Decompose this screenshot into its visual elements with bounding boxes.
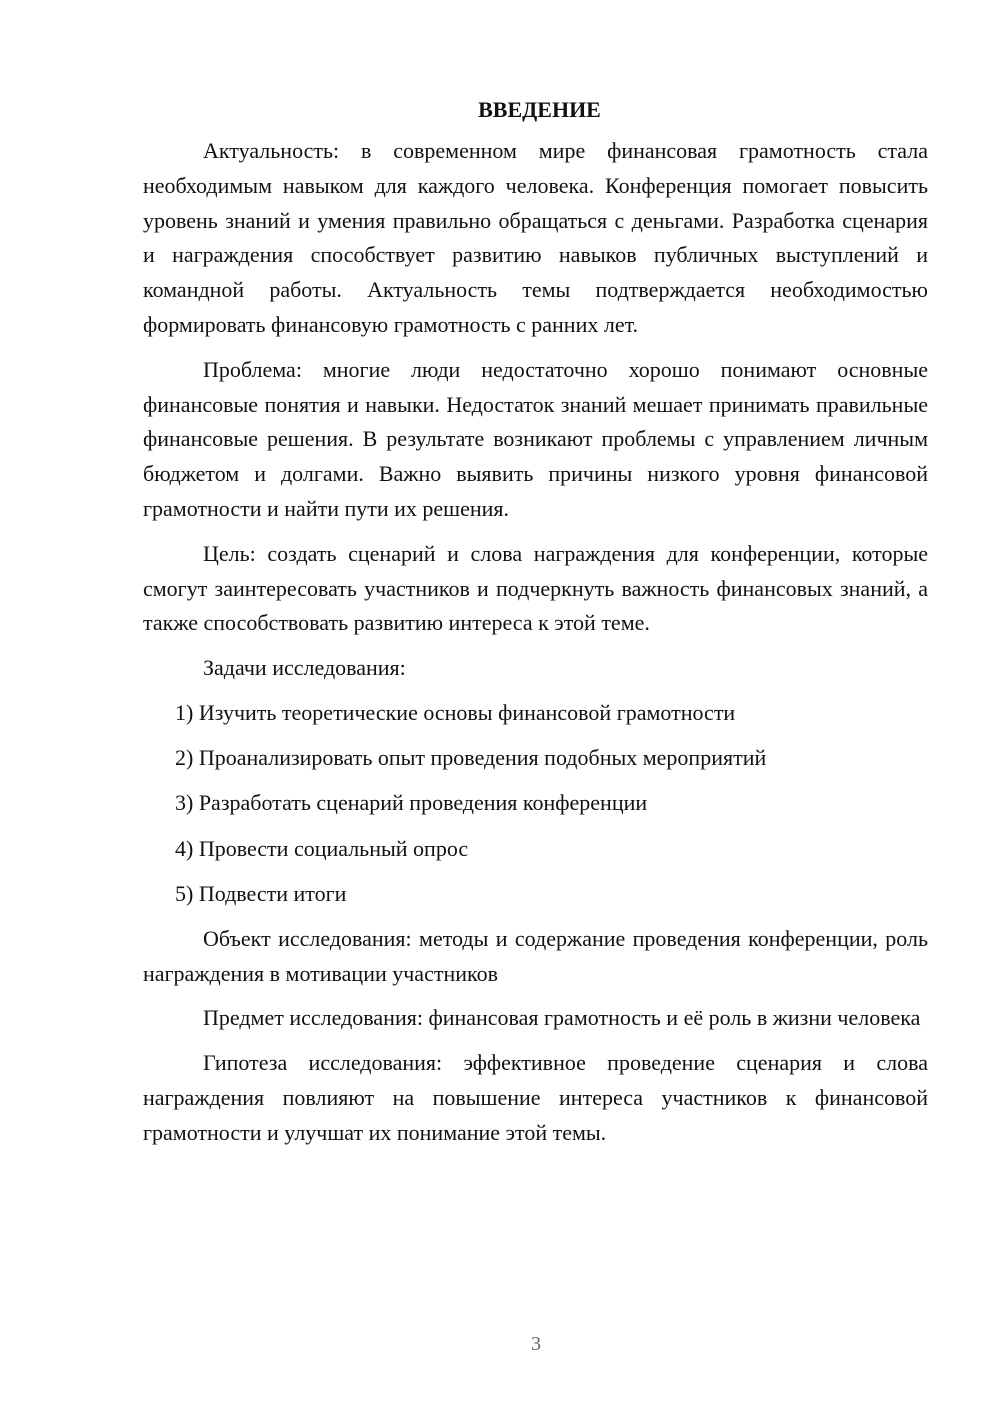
paragraph-hypothesis: Гипотеза исследования: эффективное проведение сценария и слова награждения повлияют на повышение интереса участников к финансовой грамотности и улучшат их понимание этой темы. — [143, 1050, 928, 1145]
paragraph-problem: Проблема: многие люди недостаточно хорошо понимают основные финансовые понятия и навыки. Недостаток знаний мешает принимать правильные финансовые решения. В результате возникают проблемы с управлением личным бюджетом и долгами. Важно выявить причины низкого уровня финансовой грамотности и найти пути их решения. — [143, 356, 928, 521]
task-item: 2) Проанализировать опыт проведения подобных мероприятий — [175, 745, 767, 771]
document-page — [143, 92, 928, 1161]
task-list — [143, 696, 928, 912]
paragraph-goal: Цель: создать сценарий и слова награждения для конференции, которые смогут заинтересовать участников и подчеркнуть важность финансовых знаний, а также способствовать развитию интереса к этой теме. — [143, 540, 928, 636]
page-number: 3 — [531, 1333, 541, 1355]
tasks-title: Задачи исследования: — [203, 655, 406, 681]
paragraph-object: Объект исследования: методы и содержание проведения конференции, роль награждения в мотивации участников — [143, 925, 928, 986]
paragraph-relevance: Актуальность: в современном мире финансовая грамотность стала необходимым навыком для каждого человека. Конференция помогает повысить уровень знаний и умения правильно обращаться с деньгами. Разработка сценария и награждения способствует развитию навыков публичных выступлений и командной работы. Актуальность темы подтверждается необходимостью формировать финансовую грамотность с ранних лет. — [143, 138, 928, 337]
task-item: 3) Разработать сценарий проведения конференции — [175, 790, 648, 816]
paragraph-subject: Предмет исследования: финансовая грамотность и её роль в жизни человека — [203, 1005, 921, 1031]
task-item: 1) Изучить теоретические основы финансовой грамотности — [175, 699, 736, 725]
task-item: 4) Провести социальный опрос — [175, 835, 469, 861]
task-item: 5) Подвести итоги — [175, 880, 347, 906]
page-title: ВВЕДЕНИЕ — [478, 97, 601, 122]
